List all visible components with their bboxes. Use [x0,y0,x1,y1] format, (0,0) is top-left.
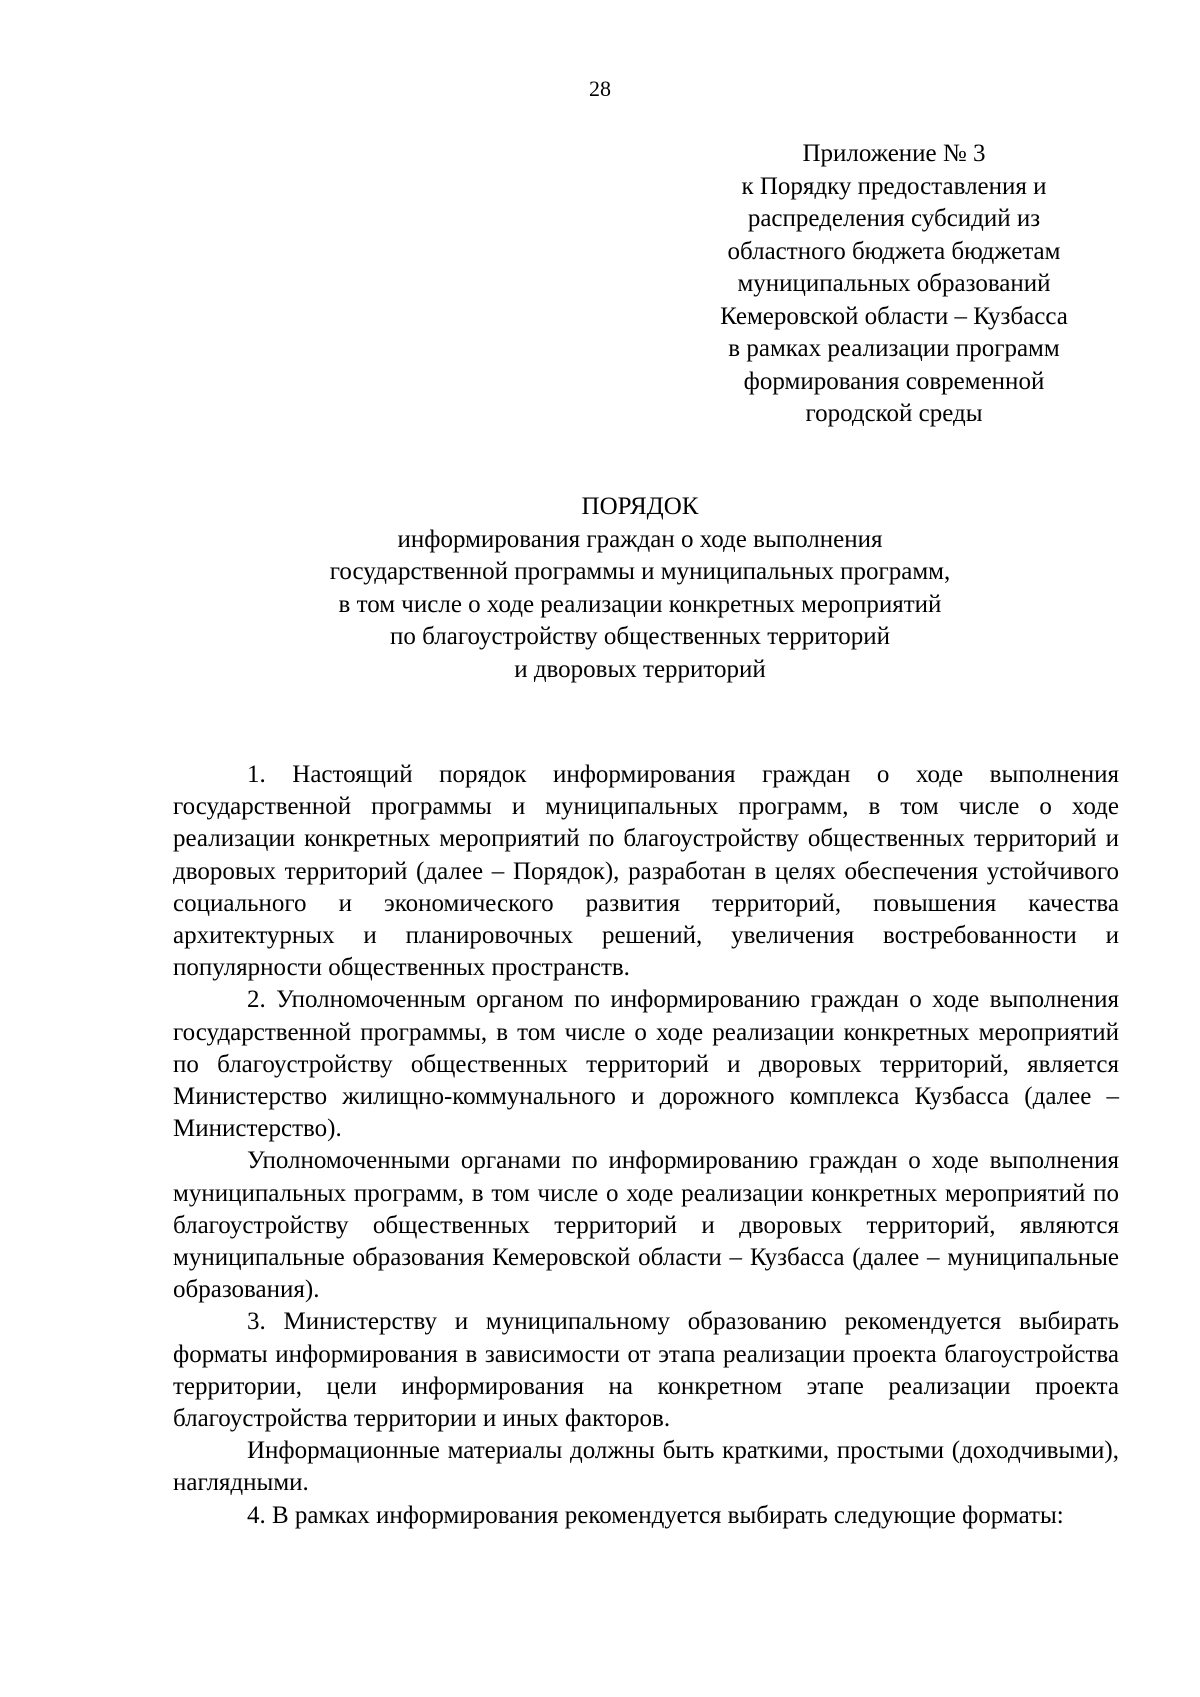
paragraph-2: 2. Уполномоченным органом по информированию граждан о ходе выполнения государственной программы, в том числе о ходе реализации конкретных мероприятий по благоустройству общественных территорий и дворовых территорий, является Министерство жилищно-коммунального и дорожного комплекса Кузбасса (далее – Министерство). [173,986,1119,1143]
appendix-line: Кемеровской области – Кузбасса [720,302,1068,330]
document-heading [160,491,1120,686]
document-body [173,759,1119,1532]
paragraph-2-continued: Уполномоченными органами по информированию граждан о ходе выполнения муниципальных программ, в том числе о ходе реализации конкретных мероприятий по благоустройству общественных территорий и дворовых территорий, являются муниципальные образования Кемеровской области – Кузбасса (далее – муниципальные образования). [173,1147,1119,1304]
paragraph-1: 1. Настоящий порядок информирования граждан о ходе выполнения государственной программы и муниципальных программ, в том числе о ходе реализации конкретных мероприятий по благоустройству общественных территорий и дворовых территорий (далее – Порядок), разработан в целях обеспечения устойчивого социального и экономического развития территорий, повышения качества архитектурных и планировочных решений, увеличения востребованности и популярности общественных пространств. [173,761,1119,982]
appendix-block [676,138,1112,431]
paragraph-3-continued: Информационные материалы должны быть краткими, простыми (доходчивыми), наглядными. [173,1437,1119,1497]
appendix-line: распределения субсидий из [747,205,1041,232]
appendix-line: к Порядку предоставления и [741,172,1047,200]
heading-line: в том числе о ходе реализации конкретных мероприятий [338,590,942,618]
heading-line: информирования граждан о ходе выполнения [397,525,883,553]
heading-line: по благоустройству общественных территорий [390,623,890,650]
appendix-line: в рамках реализации программ [728,335,1060,362]
appendix-line: городской среды [805,400,983,427]
heading-line: и дворовых территорий [514,655,766,683]
paragraph-3: 3. Министерству и муниципальному образованию рекомендуется выбирать форматы информирования в зависимости от этапа реализации проекта благоустройства территории, цели информирования на конкретном этапе реализации проекта благоустройства территории и иных факторов. [173,1308,1119,1433]
appendix-line: Приложение № 3 [802,140,986,167]
heading-title: ПОРЯДОК [581,493,699,520]
page-number: 28 [589,76,611,101]
appendix-line: областного бюджета бюджетам [727,237,1061,265]
paragraph-4: 4. В рамках информирования рекомендуется выбирать следующие форматы: [247,1501,1064,1529]
appendix-line: муниципальных образований [737,270,1051,297]
appendix-line: формирования современной [743,367,1045,395]
heading-line: государственной программы и муниципальных программ, [329,558,951,585]
